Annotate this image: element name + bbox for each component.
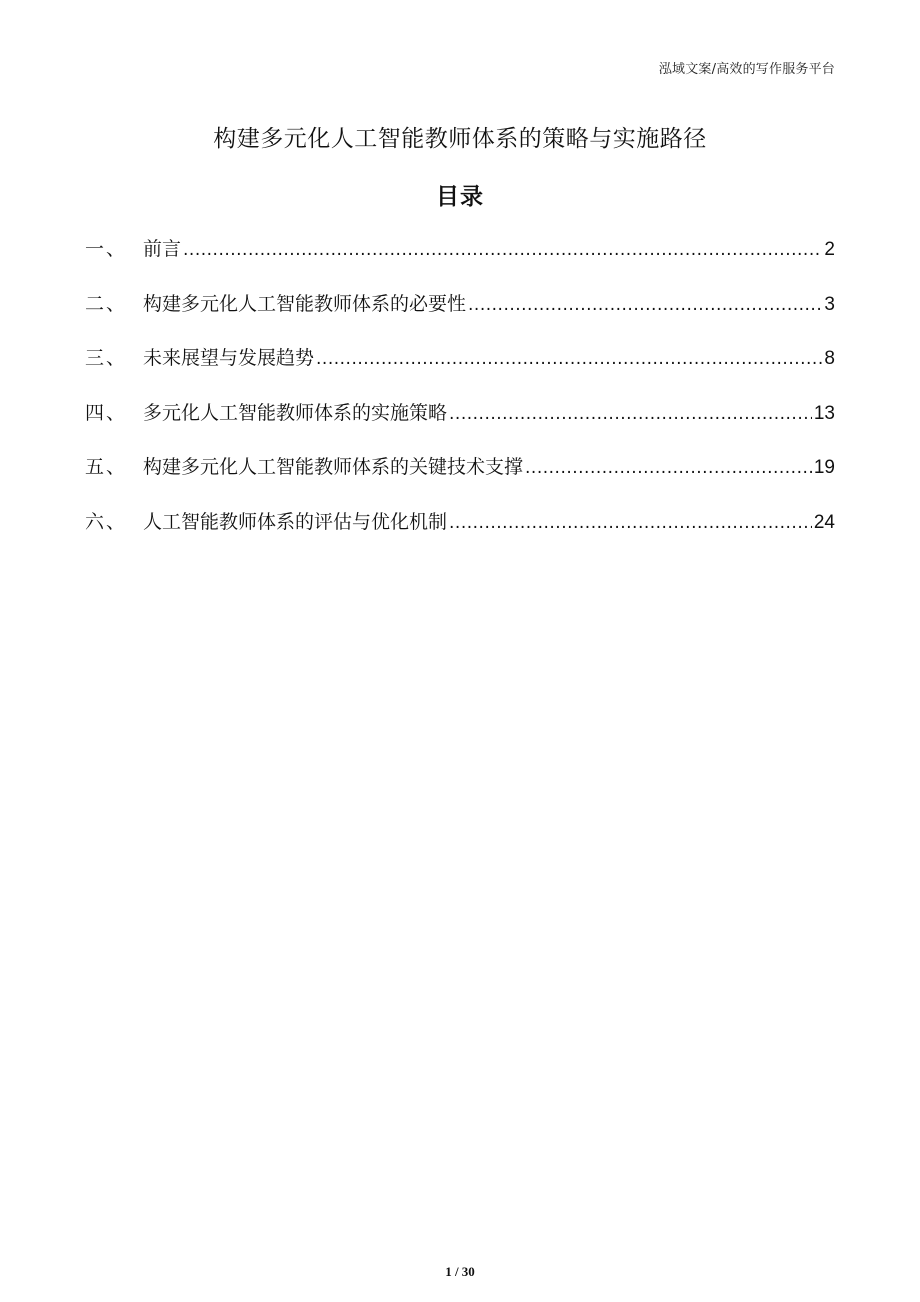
table-of-contents xyxy=(85,234,835,562)
toc-entry-number: 三、 xyxy=(85,347,128,370)
toc-entry-page: 24 xyxy=(813,511,835,533)
toc-entry-5[interactable] xyxy=(85,452,835,507)
toc-entry-label: 前言 xyxy=(143,238,182,260)
toc-entry-label: 人工智能教师体系的评估与优化机制 xyxy=(143,510,448,533)
toc-dot-leader xyxy=(449,404,812,424)
header-divider xyxy=(85,80,835,81)
toc-entry-page: 2 xyxy=(824,239,835,260)
toc-entry-number: 五、 xyxy=(85,456,128,479)
toc-entry-4[interactable] xyxy=(85,398,835,453)
toc-dot-leader xyxy=(468,295,822,315)
toc-entry-number: 一、 xyxy=(85,238,128,260)
toc-entry-1[interactable] xyxy=(85,234,835,289)
toc-entry-label: 多元化人工智能教师体系的实施策略 xyxy=(143,401,448,424)
toc-entry-page: 13 xyxy=(813,402,835,424)
toc-entry-number: 四、 xyxy=(85,401,128,424)
toc-dot-leader xyxy=(183,240,822,260)
toc-entry-6[interactable] xyxy=(85,507,835,562)
toc-entry-page: 19 xyxy=(813,457,835,479)
document-title: 构建多元化人工智能教师体系的策略与实施路径 xyxy=(213,126,707,152)
page-header: 泓域文案/高效的写作服务平台 xyxy=(658,62,835,77)
toc-entry-3[interactable] xyxy=(85,343,835,398)
toc-heading: 目录 xyxy=(436,184,484,210)
toc-dot-leader xyxy=(316,349,822,369)
toc-entry-label: 构建多元化人工智能教师体系的关键技术支撑 xyxy=(143,456,524,479)
toc-entry-2[interactable] xyxy=(85,289,835,344)
toc-entry-page: 3 xyxy=(824,293,835,315)
toc-entry-label: 构建多元化人工智能教师体系的必要性 xyxy=(143,292,467,315)
page-number-footer: 1 / 30 xyxy=(445,1264,475,1279)
toc-entry-label: 未来展望与发展趋势 xyxy=(143,347,315,370)
toc-entry-number: 六、 xyxy=(85,510,128,533)
toc-entry-number: 二、 xyxy=(85,292,128,315)
toc-dot-leader xyxy=(449,513,812,533)
toc-entry-page: 8 xyxy=(824,348,835,370)
toc-dot-leader xyxy=(525,458,812,478)
